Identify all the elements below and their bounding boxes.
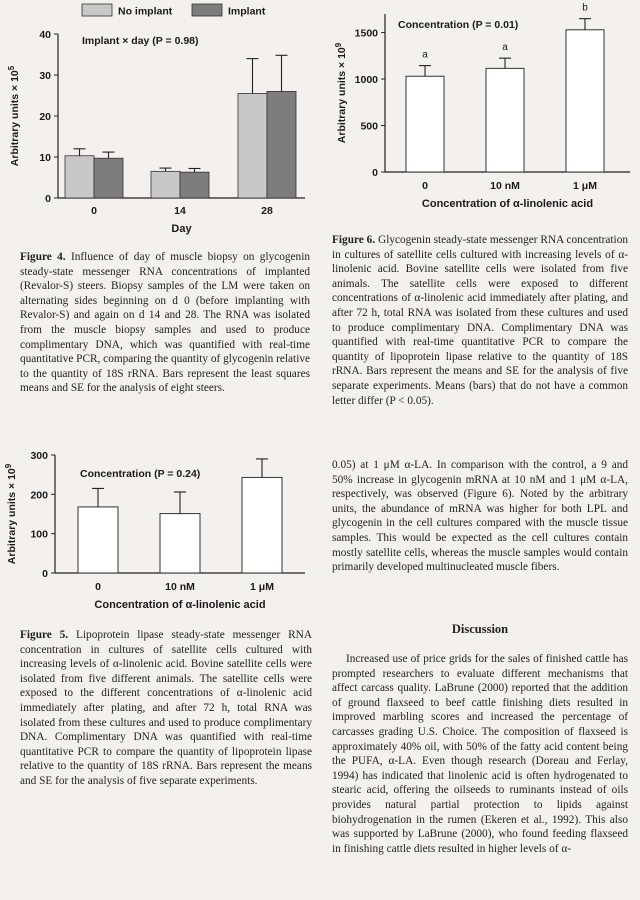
figure-4-caption-label: Figure 4. bbox=[20, 251, 66, 263]
fig4-legend-label: No implant bbox=[118, 5, 173, 18]
fig5-xtick-label: 0 bbox=[95, 581, 101, 593]
fig4-bar bbox=[267, 91, 296, 198]
figure-6-svg bbox=[330, 0, 640, 225]
fig5-ytick-label: 100 bbox=[30, 528, 48, 541]
figure-5-caption bbox=[20, 628, 312, 789]
fig6-bar bbox=[406, 76, 444, 172]
fig5-xtick-label: 10 nM bbox=[165, 581, 195, 593]
fig5-x-axis-label: Concentration of α-linolenic acid bbox=[94, 599, 266, 611]
figure-5-caption-label: Figure 5. bbox=[20, 629, 69, 641]
figure-6-chart bbox=[330, 0, 640, 225]
section-heading-discussion: Discussion bbox=[451, 622, 509, 636]
figure-5-svg bbox=[0, 445, 320, 615]
fig6-ytick-label: 500 bbox=[360, 120, 378, 133]
fig4-legend-swatch bbox=[82, 4, 112, 16]
fig4-legend-label: Implant bbox=[228, 5, 266, 18]
fig4-ytick-label: 20 bbox=[39, 111, 51, 123]
fig5-bar bbox=[160, 514, 200, 573]
fig4-ytick-label: 30 bbox=[39, 70, 51, 82]
fig5-y-axis-label: Arbitrary units × $10^9$ bbox=[4, 463, 18, 565]
fig4-xtick-label: 14 bbox=[174, 205, 186, 217]
fig6-xtick-label: 10 nM bbox=[490, 180, 520, 192]
figure-4-caption-text: Influence of day of muscle biopsy on glycogenin steady-state messenger RNA concentrations of implanted (Revalor-S) steers. Biopsy samples of the LM were taken on alternating sides beginning on d 0 (before implanting with Revalor-S) and again on d 14 and 28. The RNA was isolated from the muscle biopsy samples and used to produce complimentary DNA, which was quantified with real-time quantitative PCR, comparing the quantity of glycogenin relative to the quantity of 18S rRNA. Bars represent the least squares means and SE for the analysis of eight steers. bbox=[20, 251, 310, 395]
fig6-xtick-label: 0 bbox=[422, 180, 428, 192]
fig5-ytick-label: 300 bbox=[30, 450, 48, 462]
figure-6-caption-text: Glycogenin steady-state messenger RNA concentration in cultures of satellite cells cultured with increasing levels of α-linolenic acid. Bovine satellite cells were isolated from five animals. The satellite cells were exposed to different concentrations of α-linolenic acid immediately after plating, and after 72 h, total RNA was isolated from these cultures and used to produce complimentary DNA. Complimentary DNA was quantified with real-time quantitative PCR to compare the quantity of lipoprotein lipase relative to the quantity of 18S rRNA. Bars represent the means and SE for the analysis of five separate experiments. Means (bars) that do not have a common letter differ (P < 0.05). bbox=[332, 234, 628, 407]
fig5-annotation: Concentration (P = 0.24) bbox=[80, 468, 201, 480]
fig4-xtick-label: 28 bbox=[261, 205, 273, 217]
fig5-bar bbox=[242, 477, 282, 573]
fig5-xtick-label: 1 μM bbox=[250, 581, 274, 593]
fig4-bar bbox=[238, 93, 267, 198]
fig6-significance-letter: b bbox=[582, 2, 588, 14]
fig6-bar bbox=[566, 30, 604, 172]
fig4-bar bbox=[65, 156, 94, 198]
fig5-bar bbox=[78, 507, 118, 573]
fig4-bar bbox=[151, 171, 180, 198]
fig4-legend-swatch bbox=[192, 4, 222, 16]
figure-6-caption-label: Figure 6. bbox=[332, 234, 376, 246]
fig6-x-axis-label: Concentration of α-linolenic acid bbox=[421, 198, 594, 210]
fig6-xtick-label: 1 μM bbox=[573, 180, 597, 192]
fig4-ytick-label: 10 bbox=[39, 152, 51, 164]
figure-6-caption bbox=[332, 233, 628, 408]
fig4-annotation: Implant × day (P = 0.98) bbox=[82, 35, 199, 47]
body-paragraph-2: Increased use of price grids for the sales of finished cattle has prompted researchers to evaluate different mechanisms that affect carcass quality. LaBrune (2000) reported that the addition of ground flaxseed to beef cattle finishing diets resulted in improved marbling scores and increased the percentage of carcasses grading U.S. Choice. The composition of flaxseed is approximately 40% oil, with 50% of the fatty acid content being the PUFA, α-LA. Even though research (Doreau and Ferlay, 1994) has indicated that linolenic acid is often hydrogenated to stearic acid, offering the oilseeds to ruminants instead of oils provides natural partial protection to lipids against biohydrogenation in the rumen (Ekeren et al., 1992). This also was supported by LaBrune (2000), who found feeding flaxseed in finishing cattle diets resulted in higher levels of α- bbox=[332, 653, 628, 855]
figure-4-chart bbox=[0, 0, 320, 245]
fig5-ytick-label: 0 bbox=[42, 568, 48, 580]
fig4-bar bbox=[94, 158, 123, 198]
body-paragraph-1: 0.05) at 1 μM α-LA. In comparison with the control, a 9 and 50% increase in glycogenin mRNA at 10 nM and 1 μM α-LA, respectively, was observed (Figure 6). Noted by the arbitrary units, the abundance of mRNA was higher for both LPL and glycogenin in the cell cultures compared with the muscle tissue samples. This would be expected as the cell cultures contain mostly satellite cells, whereas the muscle samples would contain primarily developed multinucleated muscle fibers. bbox=[332, 459, 628, 574]
fig6-significance-letter: a bbox=[422, 49, 428, 61]
fig6-bar bbox=[486, 68, 524, 172]
figure-4-caption bbox=[20, 250, 310, 396]
figure-5-chart bbox=[0, 445, 320, 615]
figure-4-svg bbox=[0, 0, 320, 245]
fig6-annotation: Concentration (P = 0.01) bbox=[398, 19, 519, 31]
fig4-xtick-label: 0 bbox=[91, 205, 97, 217]
fig4-ytick-label: 40 bbox=[39, 29, 51, 41]
fig4-y-axis-label: Arbitrary units × $10^5$ bbox=[7, 65, 21, 167]
fig4-x-axis-label: Day bbox=[171, 223, 192, 235]
fig6-ytick-label: 1500 bbox=[354, 27, 378, 40]
fig4-ytick-label: 0 bbox=[45, 193, 51, 205]
fig5-ytick-label: 200 bbox=[30, 489, 48, 502]
figure-5-caption-text: Lipoprotein lipase steady-state messenger RNA concentration in cultures of satellite cells cultured with increasing levels of α-linolenic acid. Bovine satellite cells were isolated from five different animals. The satellite cells were exposed to the different concentrations of α-linolenic acid immediately after plating, and after 72 h, total RNA was isolated from these cultures and used to produce complimentary DNA. Complimentary DNA was quantified with real-time quantitative PCR to compare the quantity of lipoprotein lipase relative to the quantity of 18S rRNA. Bars represent the means and SE for the analysis of five separate experiments. bbox=[20, 629, 312, 787]
fig4-bar bbox=[180, 172, 209, 198]
fig6-y-axis-label: Arbitrary units × $10^9$ bbox=[334, 42, 348, 144]
fig6-significance-letter: a bbox=[502, 42, 508, 54]
fig6-ytick-label: 0 bbox=[372, 167, 378, 179]
fig6-ytick-label: 1000 bbox=[354, 74, 378, 87]
